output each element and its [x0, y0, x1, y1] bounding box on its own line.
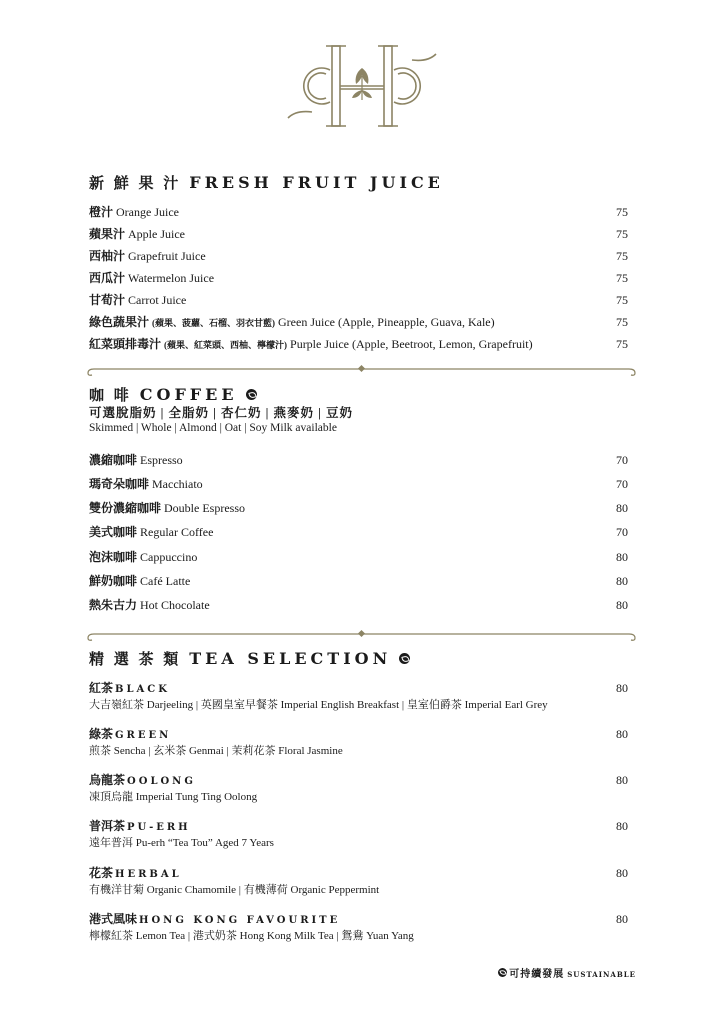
section-title-juice-en: FRESH FRUIT JUICE [189, 173, 444, 192]
menu-item: 蘋果汁 Apple Juice 75 [89, 227, 628, 241]
tea-group-description: 檸檬紅茶 Lemon Tea | 港式奶茶 Hong Kong Milk Tea | 鴛鴦 Yuan Yang [89, 930, 414, 942]
menu-item: 綠色蔬果汁 (蘋果、菠蘿、石榴、羽衣甘藍) Green Juice (Apple, Pineapple, Guava, Kale) 75 [89, 315, 628, 329]
menu-item: 橙汁 Orange Juice 75 [89, 205, 628, 219]
tea-group-header: 花茶 HERBAL 80 [89, 866, 628, 880]
price: 70 [616, 453, 628, 467]
price: 80 [616, 866, 628, 880]
section-title-tea-en: TEA SELECTION [189, 649, 392, 668]
tea-group-header: 綠茶 GREEN 80 [89, 727, 628, 741]
price: 75 [616, 227, 628, 241]
price: 70 [616, 477, 628, 491]
price: 75 [616, 249, 628, 263]
section-title-juice-zh: 新 鮮 果 汁 [89, 176, 182, 192]
leaf-icon [498, 968, 507, 977]
tea-group-description: 煎茶 Sencha | 玄米茶 Genmai | 茉莉花茶 Floral Jasmine [89, 745, 343, 757]
section-title-coffee-zh: 咖 啡 [89, 388, 132, 404]
price: 75 [616, 293, 628, 307]
leaf-icon [246, 389, 257, 400]
tea-group-description: 有機洋甘菊 Organic Chamomile | 有機薄荷 Organic Peppermint [89, 884, 380, 896]
leaf-icon [399, 653, 410, 664]
menu-item: 瑪奇朵咖啡 Macchiato 70 [89, 477, 628, 491]
tea-group-header: 港式風味 HONG KONG FAVOURITE 80 [89, 912, 628, 926]
price: 75 [616, 337, 628, 351]
menu-item: 鮮奶咖啡 Café Latte 80 [89, 574, 628, 588]
section-title-tea-zh: 精 選 茶 類 [89, 652, 182, 668]
section-title-tea [89, 648, 410, 669]
menu-item: 紅菜頭排毒汁 (蘋果、紅菜頭、西柚、檸檬汁) Purple Juice (Apple, Beetroot, Lemon, Grapefruit) 75 [89, 337, 628, 351]
price: 80 [616, 912, 628, 926]
price: 80 [616, 550, 628, 564]
section-title-coffee [89, 384, 257, 405]
menu-item: 甘荀汁 Carrot Juice 75 [89, 293, 628, 307]
milk-options-zh: 可選脫脂奶 | 全脂奶 | 杏仁奶 | 燕麥奶 | 豆奶 [89, 406, 354, 420]
tea-group-header: 烏龍茶 OOLONG 80 [89, 773, 628, 787]
tea-group-header: 紅茶 BLACK 80 [89, 681, 628, 695]
menu-item: 泡沫咖啡 Cappuccino 80 [89, 550, 628, 564]
price: 80 [616, 501, 628, 515]
section-divider [86, 362, 637, 376]
tea-group-header: 普洱茶 PU-ERH 80 [89, 819, 628, 833]
sustainable-legend [498, 965, 636, 980]
menu-item: 雙份濃縮咖啡 Double Espresso 80 [89, 501, 628, 515]
section-divider [86, 627, 637, 641]
price: 80 [616, 819, 628, 833]
tea-group-description: 凍頂烏龍 Imperial Tung Ting Oolong [89, 791, 258, 803]
price: 80 [616, 727, 628, 741]
menu-item: 熱朱古力 Hot Chocolate 80 [89, 598, 628, 612]
price: 75 [616, 205, 628, 219]
price: 80 [616, 598, 628, 612]
sustainable-label-en: SUSTAINABLE [567, 970, 636, 979]
milk-options-en: Skimmed | Whole | Almond | Oat | Soy Milk available [89, 422, 337, 434]
menu-item: 濃縮咖啡 Espresso 70 [89, 453, 628, 467]
menu-item: 美式咖啡 Regular Coffee 70 [89, 525, 628, 539]
price: 80 [616, 773, 628, 787]
section-title-coffee-en: COFFEE [139, 385, 238, 404]
tea-group-description: 遠年普洱 Pu-erh “Tea Tou” Aged 7 Years [89, 837, 274, 849]
menu-item: 西瓜汁 Watermelon Juice 75 [89, 271, 628, 285]
price: 75 [616, 315, 628, 329]
hh-monogram-leaf-logo [282, 40, 442, 132]
price: 75 [616, 271, 628, 285]
price: 80 [616, 574, 628, 588]
price: 70 [616, 525, 628, 539]
sustainable-label-zh: 可持續發展 [509, 969, 565, 980]
tea-group-description: 大吉嶺紅茶 Darjeeling | 英國皇室早餐茶 Imperial English Breakfast | 皇室伯爵茶 Imperial Earl Grey [89, 699, 548, 711]
section-title-juice [89, 172, 444, 193]
menu-item: 西柚汁 Grapefruit Juice 75 [89, 249, 628, 263]
price: 80 [616, 681, 628, 695]
